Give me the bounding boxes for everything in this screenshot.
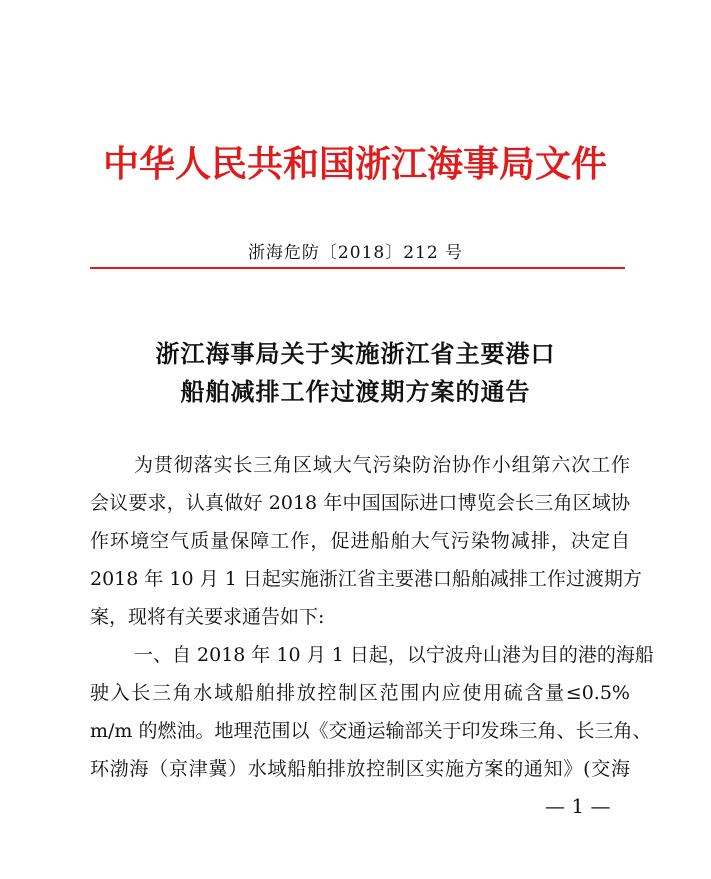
body-line: 驶入长三角水域船舶排放控制区范围内应使用硫含量≤0.5% (90, 682, 630, 704)
body-line: 2018 年 10 月 1 日起实施浙江省主要港口船舶减排工作过渡期方 (90, 568, 642, 590)
notice-title-line-1: 浙江海事局关于实施浙江省主要港口 (155, 339, 556, 368)
body-line: m/m 的燃油。地理范围以《交通运输部关于印发珠三角、长三角、 (90, 720, 652, 742)
red-divider (90, 267, 625, 269)
body-line: 案，现将有关要求通告如下: (90, 606, 325, 628)
document-number: 浙海危防〔2018〕212 号 (247, 243, 464, 263)
body-line: 一、自 2018 年 10 月 1 日起，以宁波舟山港为目的港的海船 (134, 644, 654, 666)
body-line: 环渤海（京津冀）水域船舶排放控制区实施方案的通知》(交海 (90, 758, 630, 780)
body-line: 为贯彻落实长三角区域大气污染防治协作小组第六次工作 (134, 454, 630, 476)
page-number: — 1 — (545, 794, 611, 818)
body-line: 作环境空气质量保障工作，促进船舶大气污染物减排，决定自 (90, 530, 630, 552)
document-header-title: 中华人民共和国浙江海事局文件 (102, 143, 607, 185)
notice-title-line-2: 船舶减排工作过渡期方案的通告 (180, 377, 531, 406)
body-line: 会议要求，认真做好 2018 年中国国际进口博览会长三角区域协 (90, 492, 630, 514)
